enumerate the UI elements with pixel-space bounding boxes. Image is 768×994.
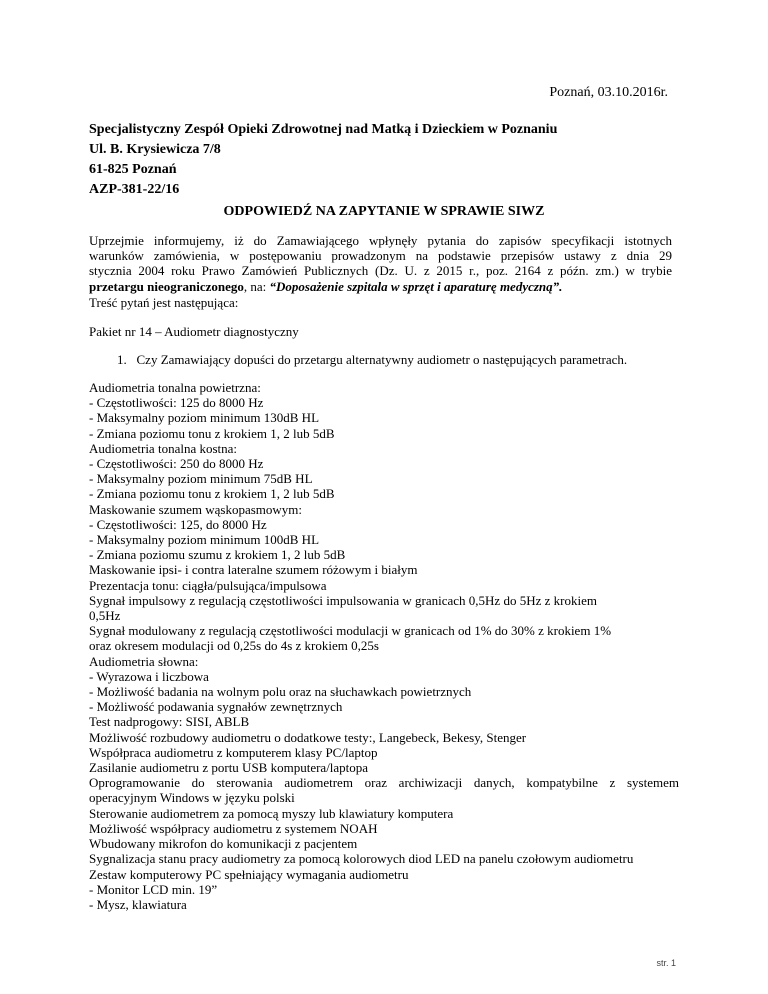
spec-line: - Częstotliwości: 125, do 8000 Hz — [89, 516, 267, 532]
spec-line: Zasilanie audiometru z portu USB komputera/laptopa — [89, 760, 369, 776]
spec-line: Sygnał modulowany z regulacją częstotliwości modulacji w granicach od 1% do 30% z krokiem 1% — [89, 623, 612, 639]
spec-line: - Zmiana poziomu tonu z krokiem 1, 2 lub 5dB — [89, 425, 335, 441]
spec-line: - Zmiana poziomu tonu z krokiem 1, 2 lub 5dB — [89, 486, 335, 502]
spec-line: Wbudowany mikrofon do komunikacji z pacjentem — [89, 836, 358, 852]
question-1: 1. Czy Zamawiający dopuści do przetargu alternatywny audiometr o następujących parametrach. — [117, 352, 628, 367]
spec-line: - Maksymalny poziom minimum 100dB HL — [89, 532, 320, 548]
package-title: Pakiet nr 14 – Audiometr diagnostyczny — [89, 324, 299, 339]
spec-line: oraz okresem modulacji od 0,25s do 4s z krokiem 0,25s — [89, 638, 379, 654]
spec-line: Możliwość rozbudowy audiometru o dodatkowe testy:, Langebeck, Bekesy, Stenger — [89, 729, 527, 745]
intro-line: stycznia 2004 roku Prawo Zamówień Publicznych (Dz. U. z 2015 r., poz. 2164 z późn. zm.) w trybie — [89, 263, 672, 279]
spec-line: Prezentacja tonu: ciągła/pulsująca/impulsowa — [89, 577, 327, 593]
intro-connector: , na: — [243, 278, 270, 294]
spec-line: - Maksymalny poziom minimum 75dB HL — [89, 471, 313, 487]
spec-line: Sygnalizacja stanu pracy audiometry za pomocą kolorowych diod LED na panelu czołowym audiometru — [89, 851, 634, 867]
intro-line — [89, 279, 672, 294]
spec-line: Audiometria tonalna kostna: — [89, 440, 238, 456]
spec-line: - Monitor LCD min. 19” — [89, 881, 218, 897]
spec-line: - Częstotliwości: 250 do 8000 Hz — [89, 456, 264, 472]
spec-line: operacyjnym Windows w języku polski — [89, 790, 295, 806]
institution-name: Specjalistyczny Zespół Opieki Zdrowotnej nad Matką i Dzieckiem w Poznaniu — [89, 122, 558, 137]
spec-line: - Możliwość badania na wolnym polu oraz na słuchawkach powietrznych — [89, 684, 472, 700]
document-title: ODPOWIEDŹ NA ZAPYTANIE W SPRAWIE SIWZ — [223, 204, 545, 219]
spec-line: Audiometria tonalna powietrzna: — [89, 380, 261, 395]
spec-line: Możliwość współpracy audiometru z systemem NOAH — [89, 820, 378, 836]
spec-line: Sterowanie audiometrem za pomocą myszy lub klawiatury komputera — [89, 805, 454, 821]
spec-line: Zestaw komputerowy PC spełniający wymagania audiometru — [89, 866, 409, 882]
document-date: Poznań, 03.10.2016r. — [549, 85, 668, 100]
spec-line: Test nadprogowy: SISI, ABLB — [89, 714, 250, 730]
institution-postal: 61-825 Poznań — [89, 162, 177, 177]
page-number: str. 1 — [656, 958, 676, 968]
spec-line: Maskowanie ipsi- i contra lateralne szumem różowym i białym — [89, 562, 418, 578]
spec-line: Audiometria słowna: — [89, 653, 199, 669]
spec-line: - Możliwość podawania sygnałów zewnętrznych — [89, 699, 343, 715]
specs-list — [89, 380, 679, 912]
intro-line: warunków zamówienia, w postępowaniu prowadzonym na podstawie przepisów ustawy z dnia 29 — [89, 248, 672, 264]
spec-line: Oprogramowanie do sterowania audiometrem oraz archiwizacji danych, kompatybilne z systemem — [89, 775, 679, 791]
spec-line: - Mysz, klawiatura — [89, 896, 187, 912]
spec-line: - Maksymalny poziom minimum 130dB HL — [89, 410, 320, 426]
questions-intro: Treść pytań jest następująca: — [89, 295, 239, 310]
institution-street: Ul. B. Krysiewicza 7/8 — [89, 142, 221, 157]
addressee-block — [89, 120, 557, 200]
spec-line: - Zmiana poziomu szumu z krokiem 1, 2 lub 5dB — [89, 547, 346, 563]
tender-mode: przetargu nieograniczonego — [89, 278, 244, 294]
spec-line: 0,5Hz — [89, 608, 121, 624]
spec-line: Maskowanie szumem wąskopasmowym: — [89, 501, 303, 517]
intro-paragraph — [89, 233, 672, 294]
spec-line: - Wyrazowa i liczbowa — [89, 668, 209, 684]
spec-line: - Częstotliwości: 125 do 8000 Hz — [89, 395, 264, 411]
intro-line: Uprzejmie informujemy, iż do Zamawiającego wpłynęły pytania do zapisów specyfikacji istotnych — [89, 233, 672, 248]
spec-line: Współpraca audiometru z komputerem klasy PC/laptop — [89, 744, 378, 760]
spec-line: Sygnał impulsowy z regulacją częstotliwości impulsowania w granicach 0,5Hz do 5Hz z krokiem — [89, 592, 597, 608]
case-reference: AZP-381-22/16 — [89, 182, 180, 197]
tender-subject: “Doposażenie szpitala w sprzęt i aparaturę medyczną”. — [269, 278, 563, 294]
